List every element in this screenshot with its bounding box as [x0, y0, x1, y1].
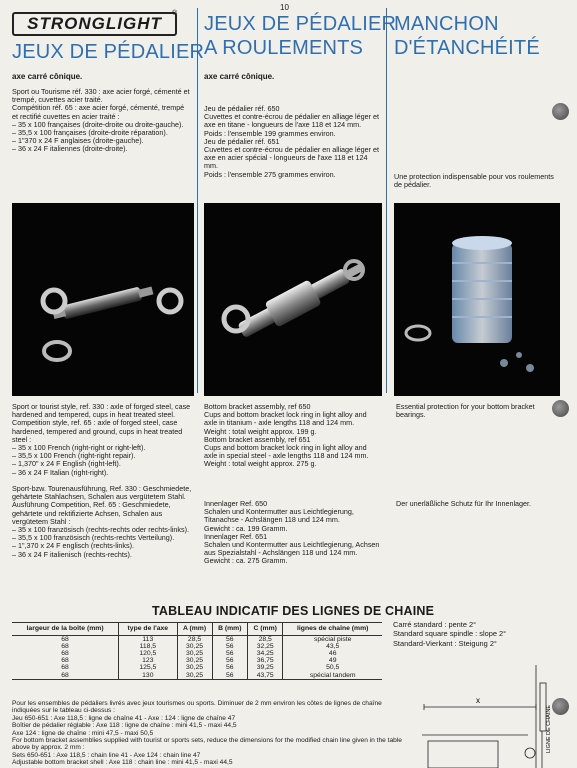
- header-cell: type de l'axe: [119, 623, 177, 636]
- table-row: [12, 650, 382, 657]
- registered-mark: ®: [172, 10, 178, 17]
- chain-line-notes: Pour les ensembles de pédaliers livrés avec jeux tourismes ou sports. Diminuer de 2 mm environ les côtes de lignes de chaîne indiquées sur le tableau ci-dessus : Jeu 650-651 : Axe 118,5 : ligne de chaîne 41 - Axe : 124 : ligne de chaîne 47 Boîtier de pédalier réglable : Axe 118 : ligne de chaîne : mini 41,5 - maxi 44,5 Axe 124 : ligne de chaîne : mini 47,5 - maxi 50,5 For bottom bracket assemblies supplied with tourist or sports sets, reduce the dimensions for the modified chain line given in the table above by approx. 2 mm : Sets 650-651 : Axe 118,5 : chain line 41 - Axe 124 : chain line 47 Adjustable bottom bracket shell : Axe 118 : chain line : mini 41,5 - maxi 44,5: [12, 700, 402, 767]
- logo-text: STRONGLIGHT: [27, 14, 162, 33]
- header-cell: largeur de la boîte (mm): [12, 623, 119, 636]
- col3-title-line1: MANCHON: [394, 13, 499, 35]
- col2-german-text: Innenlager Ref. 650 Schalen und Kontermutter aus Leichtlegierung, Titanachse - Achslängen 118 und 124 mm. Gewicht : ca. 199 Gramm. Innenlager Ref. 651 Schalen und Kontermutter aus Leichtlegierung, Achsen aus Spezialstahl - Achslängen 118 und 124 mm. Gewicht : ca. 275 Gramm.: [204, 499, 380, 566]
- col2-title-line2: A ROULEMENTS: [204, 37, 364, 59]
- table-cell: 34,25: [248, 650, 283, 657]
- slope-note-de: Standard-Vierkant : Steigung 2°: [393, 638, 497, 648]
- table-row: [12, 664, 382, 671]
- table-cell: 123: [119, 657, 177, 664]
- header-cell: A (mm): [177, 623, 212, 636]
- col3-german-text: Der unerläßliche Schutz für Ihr Innenlager.: [396, 499, 532, 508]
- table-cell: 56: [212, 657, 247, 664]
- table-cell: 125,5: [119, 664, 177, 671]
- table-row: [12, 643, 382, 650]
- table-cell: 68: [12, 672, 119, 680]
- column-divider: [197, 8, 198, 393]
- table-cell: 30,25: [177, 664, 212, 671]
- table-cell: 130: [119, 672, 177, 680]
- table-cell: 30,25: [177, 650, 212, 657]
- table-cell: 43,5: [283, 643, 382, 650]
- col1-title: JEUX DE PÉDALIER: [12, 41, 205, 63]
- diagram-vertical-label: LIGNE DE CHAINE: [546, 705, 552, 753]
- table-cell: 56: [212, 643, 247, 650]
- table-cell: 120,5: [119, 650, 177, 657]
- strонglight-logo: [12, 12, 177, 36]
- table-cell: spécial piste: [283, 635, 382, 643]
- bottom-bracket-photo-330: [12, 203, 194, 396]
- slope-note-en: Standard square spindle : slope 2°: [393, 629, 507, 639]
- chain-line-table-title: TABLEAU INDICATIF DES LIGNES DE CHAINE: [152, 604, 435, 618]
- column-divider: [386, 8, 387, 393]
- table-cell: 118,5: [119, 643, 177, 650]
- table-cell: 46: [283, 650, 382, 657]
- slope-note-fr: Carré standard : pente 2°: [393, 620, 477, 629]
- table-row: [12, 657, 382, 664]
- table-cell: 49: [283, 657, 382, 664]
- chain-line-diagram: [418, 655, 553, 768]
- table-cell: 30,25: [177, 672, 212, 680]
- bearing-assembly-image: [204, 203, 382, 396]
- header-cell: C (mm): [248, 623, 283, 636]
- table-header-row: [12, 623, 382, 636]
- bottom-bracket-photo-650: [204, 203, 382, 396]
- table-cell: 68: [61, 635, 69, 643]
- table-cell: 32,25: [248, 643, 283, 650]
- table-cell: 113: [119, 635, 177, 643]
- table-cell: spécial tandem: [283, 672, 382, 680]
- table-cell: 56: [212, 635, 247, 643]
- axle-set-image: [12, 203, 194, 396]
- col2-title-line1: JEUX DE PÉDALIER: [204, 13, 397, 35]
- table-cell: 28,5: [177, 635, 212, 643]
- table-cell: 68: [61, 664, 69, 672]
- table-cell: 39,25: [248, 664, 283, 671]
- col3-title-line2: D'ÉTANCHÉITÉ: [394, 37, 540, 59]
- col3-english-text: Essential protection for your bottom bracket bearings.: [396, 402, 535, 420]
- col2-text: Jeu de pédalier réf. 650 Cuvettes et contre-écrou de pédalier en alliage léger et axe en titane - longueurs de l'axe 118 et 124 mm. Poids : l'ensemble 199 grammes environ. Jeu de pédalier réf. 651 Cuvettes et contre-écrou de pédalier en alliage léger et axe en acier spécial - longueurs de l'axe 118 et 124 mm. Poids : l'ensemble 275 grammes environ.: [204, 104, 380, 179]
- sealing-sleeve-photo: [394, 203, 560, 396]
- table-cell: 56: [212, 672, 247, 680]
- table-cell: 68: [61, 657, 69, 665]
- header-cell: B (mm): [212, 623, 247, 636]
- chain-line-table: [12, 622, 382, 680]
- table-cell: 68: [61, 649, 69, 657]
- binder-hole: [552, 400, 569, 417]
- col1-english-text: Sport or tourist style, ref. 330 : axle of forged steel, case hardened and tempered, cups in heat treated steel. Competition style, ref. 65 : axle of forged steel, case hardened, tempered and ground, cups in heat treated steel : – 35 x 100 French (right-right or right-left). – 35,5 x 100 French (right-right repair). – 1,370" x 24 F English (right-left). – 36 x 24 F Italian (right-right).: [12, 402, 191, 477]
- col2-subtitle: axe carré cônique.: [204, 72, 275, 81]
- col2-english-text: Bottom bracket assembly, ref 650 Cups and bottom bracket lock ring in light alloy and axle in titanium - axle lengths 118 and 124 mm. Weight : total weight approx. 199 g. Bottom bracket assembly, ref 651 Cups and bottom bracket lock ring in light alloy and axle in special steel - axle lengths 118 and 124 mm. Weight : total weight approx. 275 g.: [204, 402, 369, 469]
- table-cell: 43,75: [248, 672, 283, 680]
- header-cell: lignes de chaîne (mm): [283, 623, 382, 636]
- table-cell: 36,75: [248, 657, 283, 664]
- col1-german-text: Sport-bzw. Tourenausführung, Ref. 330 : Geschmiedete, gehärtete Stahlachsen, Schalen aus vergütetem Stahl. Ausführung Competition, Ref. 65 : Geschmiedete, gehärtete und rektifizierte Achsen, Schalen aus vergütetem Stahl : – 35 x 100 französisch (rechts-rechts oder rechts-links). – 35,5 x 100 französisch (rechts-rechts Verteilung). – 1",370 x 24 F englisch (rechts-links). – 36 x 24 F italienisch (rechts-rechts).: [12, 484, 192, 559]
- table-cell: 68: [61, 642, 69, 650]
- transparent-sleeve-image: [394, 203, 560, 396]
- table-cell: 30,25: [177, 657, 212, 664]
- page-number: 10: [280, 3, 289, 12]
- table-cell: 56: [212, 650, 247, 657]
- table-cell: 50,5: [283, 664, 382, 671]
- table-row: [12, 672, 382, 680]
- binder-hole: [552, 698, 569, 715]
- table-cell: 28,5: [248, 635, 283, 643]
- diagram-x-label: x: [476, 696, 480, 705]
- binder-hole: [552, 103, 569, 120]
- col1-subtitle: axe carré cônique.: [12, 72, 83, 81]
- table-cell: 30,25: [177, 643, 212, 650]
- spindle-slope-notes: [393, 620, 506, 648]
- col1-text: Sport ou Tourisme réf. 330 : axe acier forgé, cémenté et trempé, cuvettes acier traité. Compétition réf. 65 : axe acier forgé, cémenté, trempé et rectifié cuvettes en acier traité : – 35 x 100 françaises (droite-droite ou droite-gauche). – 35,5 x 100 françaises (droite-droite réparation). – 1"370 x 24 F anglaises (droite-gauche). – 36 x 24 F italiennes (droite-droite).: [12, 87, 190, 154]
- table-cell: 56: [212, 664, 247, 671]
- table-row: [12, 635, 382, 643]
- col3-text: Une protection indispensable pour vos roulements de pédalier.: [394, 172, 554, 190]
